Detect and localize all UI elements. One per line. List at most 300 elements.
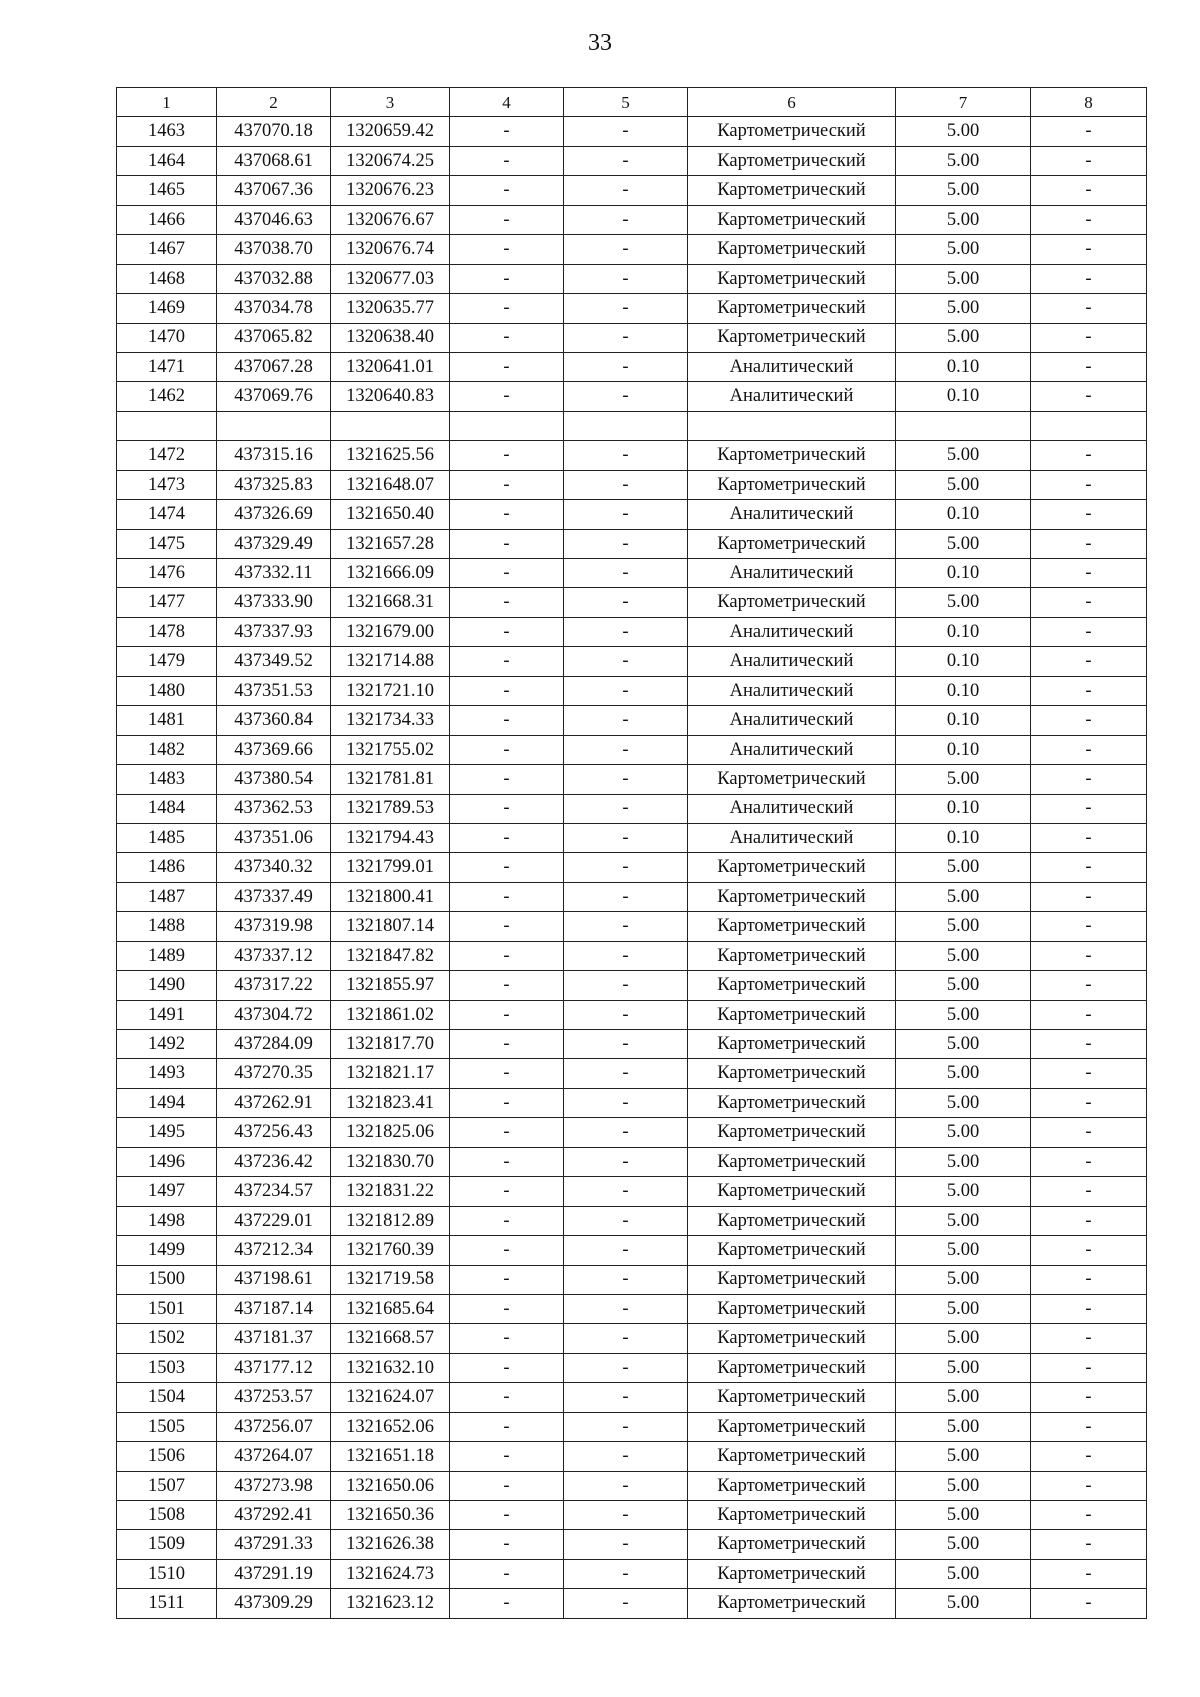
- accuracy-cell: 5.00: [896, 1442, 1031, 1471]
- col4-cell: -: [450, 1088, 564, 1117]
- x-coordinate-cell: 437067.28: [217, 352, 331, 381]
- point-number-cell: 1468: [117, 264, 217, 293]
- table-row: [117, 1236, 1147, 1265]
- accuracy-cell: 5.00: [896, 882, 1031, 911]
- table-row: [117, 382, 1147, 411]
- method-cell: Картометрический: [688, 765, 896, 794]
- accuracy-cell: 0.10: [896, 500, 1031, 529]
- y-coordinate-cell: 1321861.02: [331, 1000, 450, 1029]
- col8-cell: -: [1031, 1118, 1147, 1147]
- col4-cell: -: [450, 146, 564, 175]
- col4-cell: -: [450, 706, 564, 735]
- point-number-cell: [117, 411, 217, 440]
- col8-cell: -: [1031, 235, 1147, 264]
- col8-cell: -: [1031, 1059, 1147, 1088]
- x-coordinate-cell: 437337.49: [217, 882, 331, 911]
- col8-cell: -: [1031, 853, 1147, 882]
- accuracy-cell: 5.00: [896, 323, 1031, 352]
- y-coordinate-cell: 1321825.06: [331, 1118, 450, 1147]
- x-coordinate-cell: 437270.35: [217, 1059, 331, 1088]
- col5-cell: -: [564, 323, 688, 352]
- col8-cell: -: [1031, 1412, 1147, 1441]
- method-cell: Картометрический: [688, 971, 896, 1000]
- x-coordinate-cell: 437319.98: [217, 912, 331, 941]
- table-row: [117, 1059, 1147, 1088]
- x-coordinate-cell: 437256.43: [217, 1118, 331, 1147]
- accuracy-cell: 5.00: [896, 1383, 1031, 1412]
- col8-cell: -: [1031, 1294, 1147, 1323]
- accuracy-cell: 5.00: [896, 205, 1031, 234]
- point-number-cell: 1487: [117, 882, 217, 911]
- x-coordinate-cell: 437067.36: [217, 176, 331, 205]
- x-coordinate-cell: 437187.14: [217, 1294, 331, 1323]
- x-coordinate-cell: 437284.09: [217, 1030, 331, 1059]
- point-number-cell: 1503: [117, 1353, 217, 1382]
- col4-cell: -: [450, 441, 564, 470]
- accuracy-cell: 5.00: [896, 1147, 1031, 1176]
- col4-cell: -: [450, 676, 564, 705]
- col4-cell: -: [450, 1589, 564, 1618]
- x-coordinate-cell: 437292.41: [217, 1501, 331, 1530]
- table-row: [117, 323, 1147, 352]
- method-cell: Картометрический: [688, 1147, 896, 1176]
- col8-cell: -: [1031, 176, 1147, 205]
- x-coordinate-cell: 437032.88: [217, 264, 331, 293]
- table-row: [117, 1471, 1147, 1500]
- y-coordinate-cell: 1321719.58: [331, 1265, 450, 1294]
- column-header: 5: [564, 88, 688, 117]
- col4-cell: -: [450, 647, 564, 676]
- y-coordinate-cell: 1321651.18: [331, 1442, 450, 1471]
- col8-cell: -: [1031, 676, 1147, 705]
- col5-cell: -: [564, 1000, 688, 1029]
- col4-cell: -: [450, 264, 564, 293]
- accuracy-cell: 5.00: [896, 1294, 1031, 1323]
- col4-cell: -: [450, 1442, 564, 1471]
- col8-cell: -: [1031, 735, 1147, 764]
- x-coordinate-cell: 437326.69: [217, 500, 331, 529]
- method-cell: Картометрический: [688, 853, 896, 882]
- accuracy-cell: 5.00: [896, 971, 1031, 1000]
- col4-cell: -: [450, 617, 564, 646]
- accuracy-cell: 0.10: [896, 706, 1031, 735]
- col5-cell: -: [564, 1324, 688, 1353]
- accuracy-cell: 5.00: [896, 529, 1031, 558]
- table-row: [117, 706, 1147, 735]
- col4-cell: -: [450, 352, 564, 381]
- y-coordinate-cell: [331, 411, 450, 440]
- method-cell: Картометрический: [688, 176, 896, 205]
- point-number-cell: 1466: [117, 205, 217, 234]
- y-coordinate-cell: 1321760.39: [331, 1236, 450, 1265]
- col4-cell: -: [450, 1265, 564, 1294]
- col4-cell: -: [450, 323, 564, 352]
- y-coordinate-cell: 1321830.70: [331, 1147, 450, 1176]
- x-coordinate-cell: 437317.22: [217, 971, 331, 1000]
- col5-cell: -: [564, 941, 688, 970]
- accuracy-cell: 5.00: [896, 1177, 1031, 1206]
- table-row: [117, 912, 1147, 941]
- x-coordinate-cell: 437256.07: [217, 1412, 331, 1441]
- col8-cell: -: [1031, 1147, 1147, 1176]
- col4-cell: -: [450, 1294, 564, 1323]
- x-coordinate-cell: 437234.57: [217, 1177, 331, 1206]
- table-row: [117, 235, 1147, 264]
- col4-cell: -: [450, 382, 564, 411]
- method-cell: Аналитический: [688, 676, 896, 705]
- column-header: 3: [331, 88, 450, 117]
- method-cell: Картометрический: [688, 1118, 896, 1147]
- accuracy-cell: 5.00: [896, 588, 1031, 617]
- col4-cell: -: [450, 1559, 564, 1588]
- col4-cell: -: [450, 1324, 564, 1353]
- method-cell: Картометрический: [688, 1383, 896, 1412]
- accuracy-cell: 5.00: [896, 470, 1031, 499]
- point-number-cell: 1477: [117, 588, 217, 617]
- col8-cell: -: [1031, 882, 1147, 911]
- point-number-cell: 1485: [117, 823, 217, 852]
- accuracy-cell: 5.00: [896, 765, 1031, 794]
- y-coordinate-cell: 1321800.41: [331, 882, 450, 911]
- table-row: [117, 470, 1147, 499]
- x-coordinate-cell: 437380.54: [217, 765, 331, 794]
- col8-cell: -: [1031, 529, 1147, 558]
- col5-cell: -: [564, 529, 688, 558]
- col8-cell: -: [1031, 146, 1147, 175]
- x-coordinate-cell: 437181.37: [217, 1324, 331, 1353]
- accuracy-cell: 5.00: [896, 1353, 1031, 1382]
- table-row: [117, 853, 1147, 882]
- point-number-cell: 1475: [117, 529, 217, 558]
- table-row: [117, 1000, 1147, 1029]
- accuracy-cell: 5.00: [896, 1059, 1031, 1088]
- x-coordinate-cell: 437337.12: [217, 941, 331, 970]
- y-coordinate-cell: 1321624.07: [331, 1383, 450, 1412]
- col4-cell: -: [450, 176, 564, 205]
- col5-cell: -: [564, 117, 688, 146]
- point-number-cell: 1465: [117, 176, 217, 205]
- col5-cell: -: [564, 1088, 688, 1117]
- column-header: 2: [217, 88, 331, 117]
- table-row: [117, 176, 1147, 205]
- point-number-cell: 1494: [117, 1088, 217, 1117]
- point-number-cell: 1491: [117, 1000, 217, 1029]
- point-number-cell: 1476: [117, 559, 217, 588]
- col5-cell: -: [564, 794, 688, 823]
- col8-cell: -: [1031, 765, 1147, 794]
- method-cell: Аналитический: [688, 617, 896, 646]
- point-number-cell: 1495: [117, 1118, 217, 1147]
- point-number-cell: 1499: [117, 1236, 217, 1265]
- method-cell: Аналитический: [688, 352, 896, 381]
- table-row: [117, 647, 1147, 676]
- y-coordinate-cell: 1321781.81: [331, 765, 450, 794]
- col8-cell: -: [1031, 1265, 1147, 1294]
- table-row: [117, 1206, 1147, 1235]
- col5-cell: -: [564, 205, 688, 234]
- y-coordinate-cell: 1321807.14: [331, 912, 450, 941]
- table-row: [117, 735, 1147, 764]
- point-number-cell: 1505: [117, 1412, 217, 1441]
- column-header: 8: [1031, 88, 1147, 117]
- x-coordinate-cell: 437291.19: [217, 1559, 331, 1588]
- table-row: [117, 1353, 1147, 1382]
- accuracy-cell: 5.00: [896, 1000, 1031, 1029]
- y-coordinate-cell: 1321650.40: [331, 500, 450, 529]
- y-coordinate-cell: 1321685.64: [331, 1294, 450, 1323]
- table-row: [117, 352, 1147, 381]
- y-coordinate-cell: 1321821.17: [331, 1059, 450, 1088]
- col8-cell: -: [1031, 1000, 1147, 1029]
- accuracy-cell: 5.00: [896, 146, 1031, 175]
- table-row: [117, 529, 1147, 558]
- col8-cell: -: [1031, 294, 1147, 323]
- y-coordinate-cell: 1321666.09: [331, 559, 450, 588]
- table-row: [117, 1088, 1147, 1117]
- col8-cell: -: [1031, 1088, 1147, 1117]
- x-coordinate-cell: 437329.49: [217, 529, 331, 558]
- method-cell: Картометрический: [688, 323, 896, 352]
- table-row: [117, 1147, 1147, 1176]
- y-coordinate-cell: 1320640.83: [331, 382, 450, 411]
- point-number-cell: 1493: [117, 1059, 217, 1088]
- accuracy-cell: 0.10: [896, 559, 1031, 588]
- y-coordinate-cell: 1320635.77: [331, 294, 450, 323]
- point-number-cell: 1511: [117, 1589, 217, 1618]
- x-coordinate-cell: 437349.52: [217, 647, 331, 676]
- y-coordinate-cell: 1321721.10: [331, 676, 450, 705]
- point-number-cell: 1483: [117, 765, 217, 794]
- table-body: [117, 117, 1147, 1618]
- accuracy-cell: 0.10: [896, 823, 1031, 852]
- y-coordinate-cell: 1321831.22: [331, 1177, 450, 1206]
- x-coordinate-cell: 437337.93: [217, 617, 331, 646]
- point-number-cell: 1501: [117, 1294, 217, 1323]
- point-number-cell: 1464: [117, 146, 217, 175]
- table-row: [117, 1530, 1147, 1559]
- col5-cell: -: [564, 352, 688, 381]
- col8-cell: -: [1031, 352, 1147, 381]
- y-coordinate-cell: 1321668.57: [331, 1324, 450, 1353]
- method-cell: Картометрический: [688, 1236, 896, 1265]
- point-number-cell: 1506: [117, 1442, 217, 1471]
- y-coordinate-cell: 1321823.41: [331, 1088, 450, 1117]
- col4-cell: -: [450, 1206, 564, 1235]
- point-number-cell: 1486: [117, 853, 217, 882]
- col5-cell: -: [564, 1294, 688, 1323]
- col8-cell: -: [1031, 1501, 1147, 1530]
- col8-cell: -: [1031, 1206, 1147, 1235]
- col4-cell: -: [450, 912, 564, 941]
- col8-cell: -: [1031, 382, 1147, 411]
- col8-cell: -: [1031, 1030, 1147, 1059]
- col5-cell: -: [564, 912, 688, 941]
- method-cell: Картометрический: [688, 529, 896, 558]
- accuracy-cell: 0.10: [896, 647, 1031, 676]
- col8-cell: -: [1031, 823, 1147, 852]
- table-row: [117, 1412, 1147, 1441]
- method-cell: Аналитический: [688, 647, 896, 676]
- col4-cell: -: [450, 1030, 564, 1059]
- accuracy-cell: 5.00: [896, 1265, 1031, 1294]
- x-coordinate-cell: 437229.01: [217, 1206, 331, 1235]
- col4-cell: [450, 411, 564, 440]
- col5-cell: -: [564, 1471, 688, 1500]
- x-coordinate-cell: 437253.57: [217, 1383, 331, 1412]
- table-row: [117, 971, 1147, 1000]
- col5-cell: -: [564, 588, 688, 617]
- col4-cell: -: [450, 1530, 564, 1559]
- table-row: [117, 765, 1147, 794]
- point-number-cell: 1480: [117, 676, 217, 705]
- accuracy-cell: 0.10: [896, 794, 1031, 823]
- accuracy-cell: 0.10: [896, 735, 1031, 764]
- col8-cell: [1031, 411, 1147, 440]
- accuracy-cell: 5.00: [896, 294, 1031, 323]
- accuracy-cell: 5.00: [896, 235, 1031, 264]
- point-number-cell: 1482: [117, 735, 217, 764]
- table-row: [117, 411, 1147, 440]
- col4-cell: -: [450, 853, 564, 882]
- col8-cell: -: [1031, 323, 1147, 352]
- col8-cell: -: [1031, 1530, 1147, 1559]
- method-cell: Картометрический: [688, 1412, 896, 1441]
- method-cell: Картометрический: [688, 1589, 896, 1618]
- col4-cell: -: [450, 1353, 564, 1382]
- col8-cell: -: [1031, 117, 1147, 146]
- x-coordinate-cell: 437351.06: [217, 823, 331, 852]
- x-coordinate-cell: 437340.32: [217, 853, 331, 882]
- col4-cell: -: [450, 971, 564, 1000]
- accuracy-cell: 0.10: [896, 617, 1031, 646]
- col5-cell: -: [564, 235, 688, 264]
- table-row: [117, 1383, 1147, 1412]
- method-cell: Картометрический: [688, 1059, 896, 1088]
- table-row: [117, 559, 1147, 588]
- col4-cell: -: [450, 1383, 564, 1412]
- col5-cell: -: [564, 1559, 688, 1588]
- point-number-cell: 1467: [117, 235, 217, 264]
- accuracy-cell: 5.00: [896, 1118, 1031, 1147]
- y-coordinate-cell: 1321789.53: [331, 794, 450, 823]
- point-number-cell: 1473: [117, 470, 217, 499]
- x-coordinate-cell: 437177.12: [217, 1353, 331, 1382]
- point-number-cell: 1462: [117, 382, 217, 411]
- y-coordinate-cell: 1321632.10: [331, 1353, 450, 1382]
- col5-cell: -: [564, 676, 688, 705]
- point-number-cell: 1500: [117, 1265, 217, 1294]
- y-coordinate-cell: 1320638.40: [331, 323, 450, 352]
- table-row: [117, 264, 1147, 293]
- accuracy-cell: 5.00: [896, 176, 1031, 205]
- y-coordinate-cell: 1321657.28: [331, 529, 450, 558]
- col8-cell: -: [1031, 559, 1147, 588]
- accuracy-cell: [896, 411, 1031, 440]
- col5-cell: -: [564, 971, 688, 1000]
- col5-cell: -: [564, 882, 688, 911]
- y-coordinate-cell: 1321734.33: [331, 706, 450, 735]
- col5-cell: -: [564, 853, 688, 882]
- method-cell: Картометрический: [688, 588, 896, 617]
- table-row: [117, 1265, 1147, 1294]
- accuracy-cell: 5.00: [896, 1324, 1031, 1353]
- table-row: [117, 676, 1147, 705]
- method-cell: Аналитический: [688, 794, 896, 823]
- column-header: 6: [688, 88, 896, 117]
- x-coordinate-cell: 437369.66: [217, 735, 331, 764]
- col5-cell: -: [564, 176, 688, 205]
- col8-cell: -: [1031, 441, 1147, 470]
- col4-cell: -: [450, 529, 564, 558]
- x-coordinate-cell: 437069.76: [217, 382, 331, 411]
- col8-cell: -: [1031, 941, 1147, 970]
- col5-cell: -: [564, 500, 688, 529]
- x-coordinate-cell: 437304.72: [217, 1000, 331, 1029]
- x-coordinate-cell: 437198.61: [217, 1265, 331, 1294]
- y-coordinate-cell: 1321812.89: [331, 1206, 450, 1235]
- table-row: [117, 117, 1147, 146]
- method-cell: Аналитический: [688, 706, 896, 735]
- col5-cell: -: [564, 1265, 688, 1294]
- x-coordinate-cell: 437236.42: [217, 1147, 331, 1176]
- point-number-cell: 1474: [117, 500, 217, 529]
- y-coordinate-cell: 1321623.12: [331, 1589, 450, 1618]
- col5-cell: -: [564, 1177, 688, 1206]
- table-row: [117, 1589, 1147, 1618]
- col4-cell: -: [450, 559, 564, 588]
- accuracy-cell: 0.10: [896, 382, 1031, 411]
- method-cell: Аналитический: [688, 382, 896, 411]
- y-coordinate-cell: 1321817.70: [331, 1030, 450, 1059]
- table-row: [117, 1294, 1147, 1323]
- method-cell: Картометрический: [688, 882, 896, 911]
- accuracy-cell: 5.00: [896, 912, 1031, 941]
- coordinates-table: [116, 87, 1147, 1619]
- method-cell: Картометрический: [688, 205, 896, 234]
- y-coordinate-cell: 1321794.43: [331, 823, 450, 852]
- point-number-cell: 1488: [117, 912, 217, 941]
- accuracy-cell: 5.00: [896, 1088, 1031, 1117]
- col5-cell: -: [564, 146, 688, 175]
- method-cell: Картометрический: [688, 1206, 896, 1235]
- point-number-cell: 1463: [117, 117, 217, 146]
- method-cell: Аналитический: [688, 735, 896, 764]
- col5-cell: -: [564, 735, 688, 764]
- col4-cell: -: [450, 1059, 564, 1088]
- col4-cell: -: [450, 1236, 564, 1265]
- point-number-cell: 1478: [117, 617, 217, 646]
- y-coordinate-cell: 1321679.00: [331, 617, 450, 646]
- col8-cell: -: [1031, 1442, 1147, 1471]
- col8-cell: -: [1031, 1589, 1147, 1618]
- col5-cell: -: [564, 1530, 688, 1559]
- table-row: [117, 1501, 1147, 1530]
- method-cell: Картометрический: [688, 1530, 896, 1559]
- x-coordinate-cell: 437333.90: [217, 588, 331, 617]
- y-coordinate-cell: 1320674.25: [331, 146, 450, 175]
- col4-cell: -: [450, 588, 564, 617]
- col8-cell: -: [1031, 1353, 1147, 1382]
- accuracy-cell: 5.00: [896, 1471, 1031, 1500]
- y-coordinate-cell: 1321847.82: [331, 941, 450, 970]
- x-coordinate-cell: 437332.11: [217, 559, 331, 588]
- table-row: [117, 1177, 1147, 1206]
- accuracy-cell: 5.00: [896, 853, 1031, 882]
- x-coordinate-cell: 437315.16: [217, 441, 331, 470]
- accuracy-cell: 5.00: [896, 1412, 1031, 1441]
- col5-cell: -: [564, 559, 688, 588]
- table-row: [117, 1442, 1147, 1471]
